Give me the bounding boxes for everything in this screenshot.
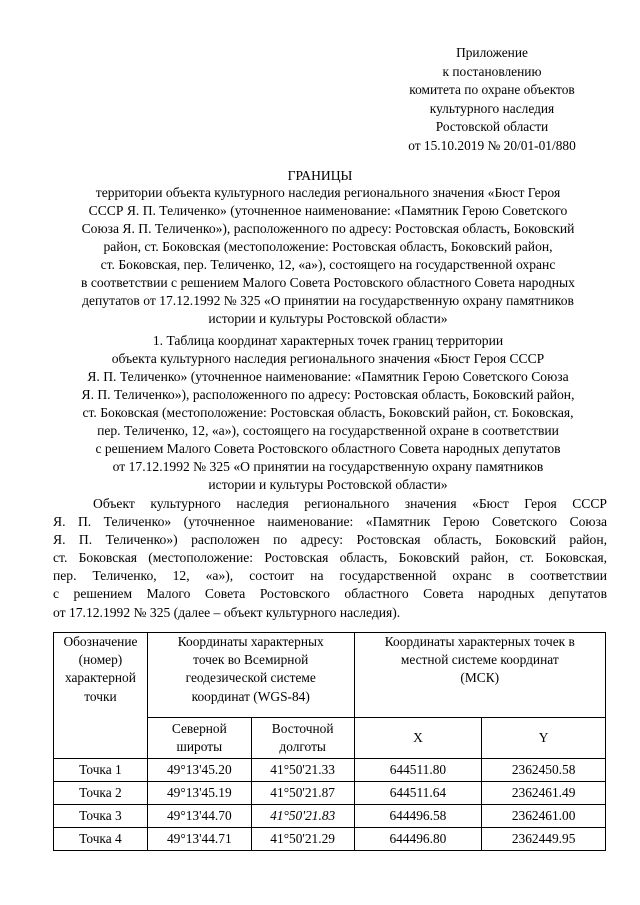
header-line: Северной xyxy=(171,721,227,736)
north-latitude: 49°13'44.71 xyxy=(147,828,251,851)
header-line: координат (WGS-84) xyxy=(191,688,310,704)
header-line: (МСК) xyxy=(460,670,500,686)
header-line: (номер) xyxy=(78,652,123,668)
msk-y: 2362449.95 xyxy=(482,828,606,851)
heading-line: территории объекта культурного наследия регионального значения «Бюст Героя xyxy=(95,185,561,200)
coordinates-table xyxy=(53,632,606,851)
msk-x: 644496.58 xyxy=(354,805,482,828)
table-heading xyxy=(50,332,606,494)
header-line: точек во Всемирной xyxy=(193,652,309,668)
table-heading-line: объекта культурного наследия регионального значения «Бюст Героя СССР xyxy=(111,351,545,366)
north-latitude: 49°13'44.70 xyxy=(147,805,251,828)
header-line: точки xyxy=(84,688,117,704)
subheader-east xyxy=(251,718,354,759)
heading-line: истории и культуры Ростовской области» xyxy=(208,311,448,326)
table-header-row xyxy=(54,633,606,718)
header-line: долготы xyxy=(279,739,326,754)
msk-y: 2362461.49 xyxy=(482,782,606,805)
header-wgs84 xyxy=(147,633,354,718)
heading-line: Союза Я. П. Теличенко»), расположенного по адресу: Ростовская область, Боковский xyxy=(81,221,575,236)
appendix-block xyxy=(382,44,602,156)
appendix-line: к постановлению xyxy=(442,63,542,79)
paragraph-line: ст. Боковская (местоположение: Ростовская область, Боковский район, ст. Боковская, xyxy=(53,550,607,566)
point-label: Точка 3 xyxy=(54,805,148,828)
table-heading-line: Я. П. Теличенко» (уточненное наименование: «Памятник Герою Советского Союза xyxy=(87,369,569,384)
east-longitude: 41°50'21.83 xyxy=(251,805,354,828)
heading-line: в соответствии с решением Малого Совета Ростовского областного Совета народных xyxy=(81,275,575,290)
table-heading-line: пер. Теличенко, 12, «а»), состоящего на государственной охране в соответствии xyxy=(97,423,559,438)
header-line: Восточной xyxy=(271,721,334,736)
subheader-y: Y xyxy=(482,718,606,759)
paragraph-line: Я. П. Теличенко») расположен по адресу: Ростовская область, Боковский район, xyxy=(53,532,607,548)
object-paragraph xyxy=(53,495,607,622)
table-heading-line: ст. Боковская (местоположение: Ростовская область, Боковский район, ст. Боковская, xyxy=(82,405,574,420)
header-line: геодезической системе xyxy=(185,670,316,686)
header-line: Обозначение xyxy=(63,634,138,649)
east-longitude: 41°50'21.87 xyxy=(251,782,354,805)
heading-line: ст. Боковская, пер. Теличенко, 12, «а»), состоящего на государственной охранс xyxy=(100,257,556,272)
subheader-x: X xyxy=(354,718,482,759)
point-label: Точка 2 xyxy=(54,782,148,805)
paragraph-line: пер. Теличенко, 12, «а»), состоит на государственной охранс в соответствии xyxy=(53,568,607,584)
msk-x: 644496.80 xyxy=(354,828,482,851)
header-point-designation xyxy=(54,633,148,759)
table-heading-line: 1. Таблица координат характерных точек границ территории xyxy=(152,333,504,348)
appendix-line: культурного наследия xyxy=(429,100,555,116)
heading-line: район, ст. Боковская (местоположение: Ростовская область, Боковский район, xyxy=(103,239,553,254)
msk-x: 644511.64 xyxy=(354,782,482,805)
appendix-line: от 15.10.2019 № 20/01-01/880 xyxy=(408,137,576,153)
document-title: ГРАНИЦЫ xyxy=(287,168,353,183)
msk-y: 2362461.00 xyxy=(482,805,606,828)
heading-line: депутатов от 17.12.1992 № 325 «О принятии на государственную охрану памятников xyxy=(82,293,574,308)
table-heading-line: с решением Малого Совета Ростовского областного Совета народных депутатов xyxy=(95,441,561,456)
header-line: характерной xyxy=(64,670,136,686)
paragraph-line: Я. П. Теличенко» (уточненное наименование: «Памятник Герою Советского Союза xyxy=(53,514,607,530)
header-line: Координаты характерных xyxy=(177,634,324,649)
east-longitude: 41°50'21.29 xyxy=(251,828,354,851)
table-row xyxy=(54,805,606,828)
paragraph-line: Объект культурного наследия регионального значения «Бюст Героя СССР xyxy=(93,496,607,511)
table-row xyxy=(54,828,606,851)
header-line: широты xyxy=(176,739,223,754)
north-latitude: 49°13'45.20 xyxy=(147,759,251,782)
table-heading-line: Я. П. Теличенко»), расположенного по адресу: Ростовская область, Боковский район, xyxy=(81,387,575,402)
msk-y: 2362450.58 xyxy=(482,759,606,782)
boundaries-description xyxy=(50,184,606,328)
subheader-north xyxy=(147,718,251,759)
paragraph-line: от 17.12.1992 № 325 (далее – объект культурного наследия). xyxy=(53,604,401,620)
msk-x: 644511.80 xyxy=(354,759,482,782)
heading-line: СССР Я. П. Теличенко» (уточненное наименование: «Памятник Герою Советского xyxy=(88,203,568,218)
header-line: Координаты характерных точек в xyxy=(384,634,575,649)
north-latitude: 49°13'45.19 xyxy=(147,782,251,805)
table-row xyxy=(54,782,606,805)
east-longitude: 41°50'21.33 xyxy=(251,759,354,782)
table-heading-line: от 17.12.1992 № 325 «О принятии на государственную охрану памятников xyxy=(112,459,544,474)
appendix-line: Ростовской области xyxy=(435,119,549,135)
point-label: Точка 4 xyxy=(54,828,148,851)
header-line: местной системе координат xyxy=(400,652,559,668)
header-msk xyxy=(354,633,605,718)
table-row xyxy=(54,759,606,782)
paragraph-line: с решением Малого Совета Ростовского областного Совета народных депутатов xyxy=(53,586,607,602)
appendix-line: комитета по охране объектов xyxy=(409,82,575,98)
point-label: Точка 1 xyxy=(54,759,148,782)
table-heading-line: истории и культуры Ростовской области» xyxy=(208,477,448,492)
appendix-line: Приложение xyxy=(456,45,528,60)
